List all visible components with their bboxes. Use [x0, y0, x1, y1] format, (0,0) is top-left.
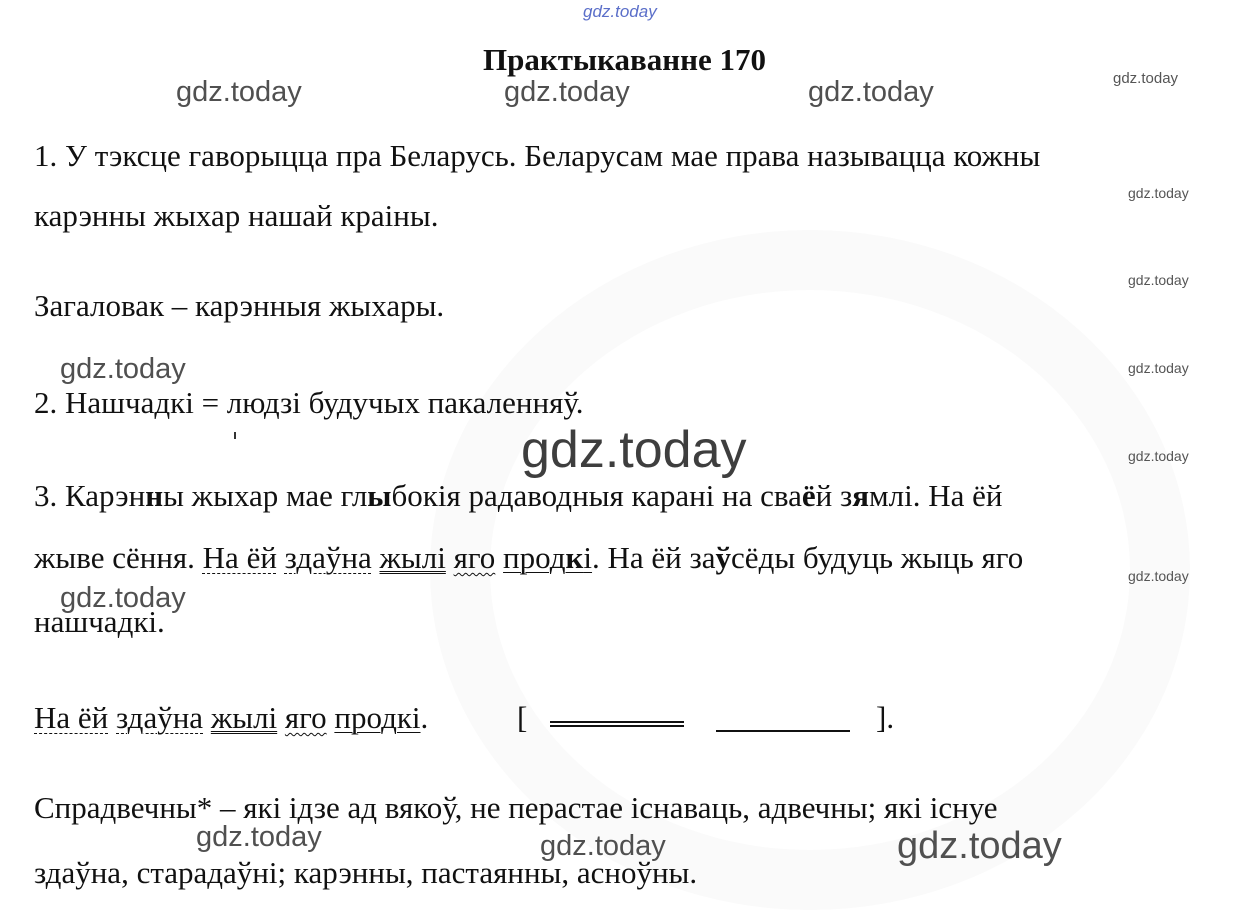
watermark: gdz.today — [1128, 568, 1189, 584]
title-answer: Загаловак – карэнныя жыхары. — [34, 288, 445, 323]
watermark: gdz.today — [60, 582, 186, 614]
predicate: жылі — [379, 540, 446, 575]
scheme-open-bracket: [ — [517, 700, 528, 735]
attribute: яго — [453, 540, 496, 575]
watermark-large: gdz.today — [521, 421, 747, 479]
watermark-top: gdz.today — [583, 2, 657, 21]
stray-mark — [234, 432, 236, 439]
subject: продкі — [334, 700, 421, 735]
bold-letter: ў — [715, 540, 732, 575]
paragraph-3-line-2: жыве сёння. На ёй здаўна жылі яго продкі. На ёй заўсёды будуць жыць яго — [34, 540, 1024, 575]
scheme-close-bracket: ]. — [876, 700, 895, 735]
adverbial-place: На ёй — [34, 700, 109, 735]
subject: продкі — [503, 540, 593, 575]
watermark: gdz.today — [60, 353, 186, 385]
paragraph-1-line-1: 1. У тэксце гаворыцца пра Беларусь. Беларусам мае права называцца кожны — [34, 138, 1041, 173]
bold-letter: я — [852, 478, 870, 513]
predicate: жылі — [210, 700, 278, 735]
adverbial-time: здаўна — [116, 700, 204, 735]
watermark: gdz.today — [176, 76, 302, 108]
bold-letter: ё — [801, 478, 816, 513]
scheme-subject-line — [716, 730, 850, 732]
watermark: gdz.today — [1128, 185, 1189, 201]
watermark: gdz.today — [196, 821, 322, 853]
watermark: gdz.today — [808, 76, 934, 108]
paragraph-2: 2. Нашчадкі = людзі будучых пакаленняў. — [34, 385, 584, 420]
watermark: gdz.today — [1128, 360, 1189, 376]
paragraph-3-line-1: 3. Карэнны жыхар мае глыбокія радаводныя карані на сваёй зямлі. На ёй — [34, 478, 1003, 513]
watermark: gdz.today — [540, 830, 666, 862]
scheme-predicate-line — [550, 721, 684, 727]
definition-line-1: Спрадвечны* – які ідзе ад вякоў, не перастае існаваць, адвечны; які існуе — [34, 790, 998, 825]
watermark: gdz.today — [1113, 70, 1179, 87]
bold-letter: ы — [367, 478, 392, 513]
page-title: Практыкаванне 170 — [482, 42, 766, 77]
sentence-analysis: На ёй здаўна жылі яго продкі. — [34, 700, 429, 735]
watermark: gdz.today — [1128, 448, 1189, 464]
bold-letter: н — [145, 478, 164, 513]
paragraph-3-line-3: нашчадкі. — [34, 604, 165, 639]
watermark: gdz.today — [1128, 272, 1189, 288]
watermark: gdz.today — [897, 825, 1062, 867]
watermark: gdz.today — [504, 76, 630, 108]
paragraph-1-line-2: карэнны жыхар нашай краіны. — [34, 198, 439, 233]
definition-line-2: здаўна, старадаўні; карэнны, пастаянны, асноўны. — [34, 855, 698, 890]
attribute: яго — [284, 700, 327, 735]
adverbial-place: На ёй — [202, 540, 277, 575]
adverbial-time: здаўна — [284, 540, 372, 575]
